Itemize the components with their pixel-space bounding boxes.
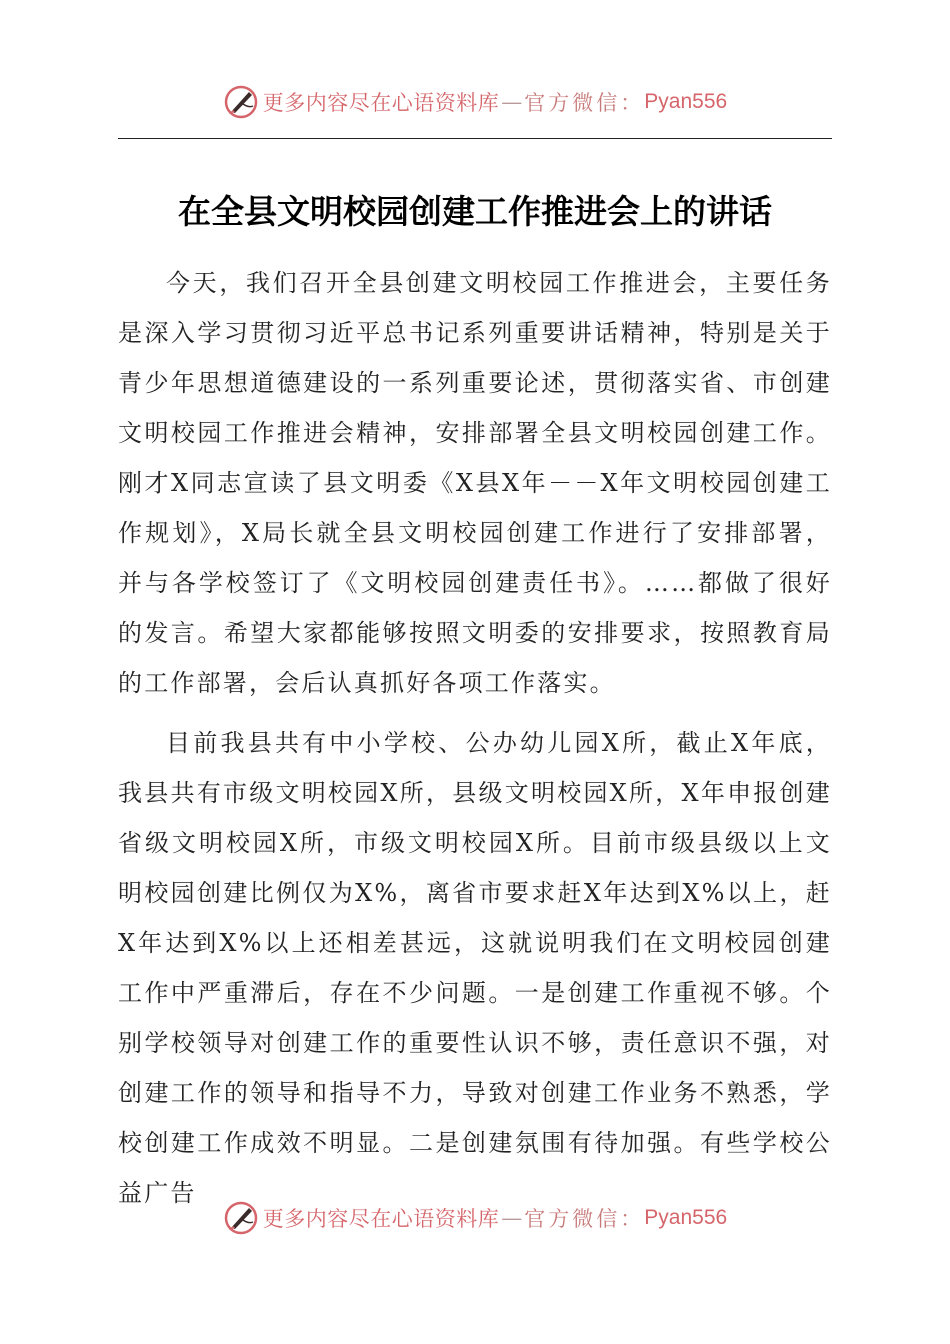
- banner-separator: —: [501, 90, 523, 114]
- header-banner: [0, 82, 950, 122]
- footer-separator: —: [501, 1206, 523, 1230]
- banner-wechat-id: Pyan556: [644, 90, 728, 113]
- header-divider: [118, 138, 832, 139]
- document-body: [118, 258, 832, 1218]
- footer-brand-text: 更多内容尽在心语资料库: [262, 1207, 500, 1231]
- quill-logo-icon: [223, 1200, 259, 1236]
- body-paragraph-2: 目前我县共有中小学校、公办幼儿园X所，截止X年底，我县共有市级文明校园X所，县级文明校园X所，X年申报创建省级文明校园X所，市级文明校园X所。目前市级县级以上文明校园创建比例仅为X%，离省市要求赶X年达到X%以上，赶X年达到X%以上还相差甚远，这就说明我们在文明校园创建工作中严重滞后，存在不少问题。一是创建工作重视不够。个别学校领导对创建工作的重要性认识不够，责任意识不强，对创建工作的领导和指导不力，导致对创建工作业务不熟悉，学校创建工作成效不明显。二是创建氛围有待加强。有些学校公益广告: [118, 729, 832, 1207]
- footer-banner: [0, 1198, 950, 1238]
- quill-logo-icon: [223, 84, 259, 120]
- document-title: 在全县文明校园创建工作推进会上的讲话: [178, 192, 772, 231]
- banner-brand-text: 更多内容尽在心语资料库: [262, 91, 500, 115]
- banner-channel-text: 官方微信：: [524, 91, 645, 115]
- footer-wechat-id: Pyan556: [644, 1206, 728, 1229]
- body-paragraph-1: 今天，我们召开全县创建文明校园工作推进会，主要任务是深入学习贯彻习近平总书记系列重要讲话精神，特别是关于青少年思想道德建设的一系列重要论述，贯彻落实省、市创建文明校园工作推进会精神，安排部署全县文明校园创建工作。刚才X同志宣读了县文明委《X县X年－－X年文明校园创建工作规划》，X局长就全县文明校园创建工作进行了安排部署，并与各学校签订了《文明校园创建责任书》。……都做了很好的发言。希望大家都能够按照文明委的安排要求，按照教育局的工作部署，会后认真抓好各项工作落实。: [118, 269, 832, 697]
- footer-channel-text: 官方微信：: [524, 1207, 645, 1231]
